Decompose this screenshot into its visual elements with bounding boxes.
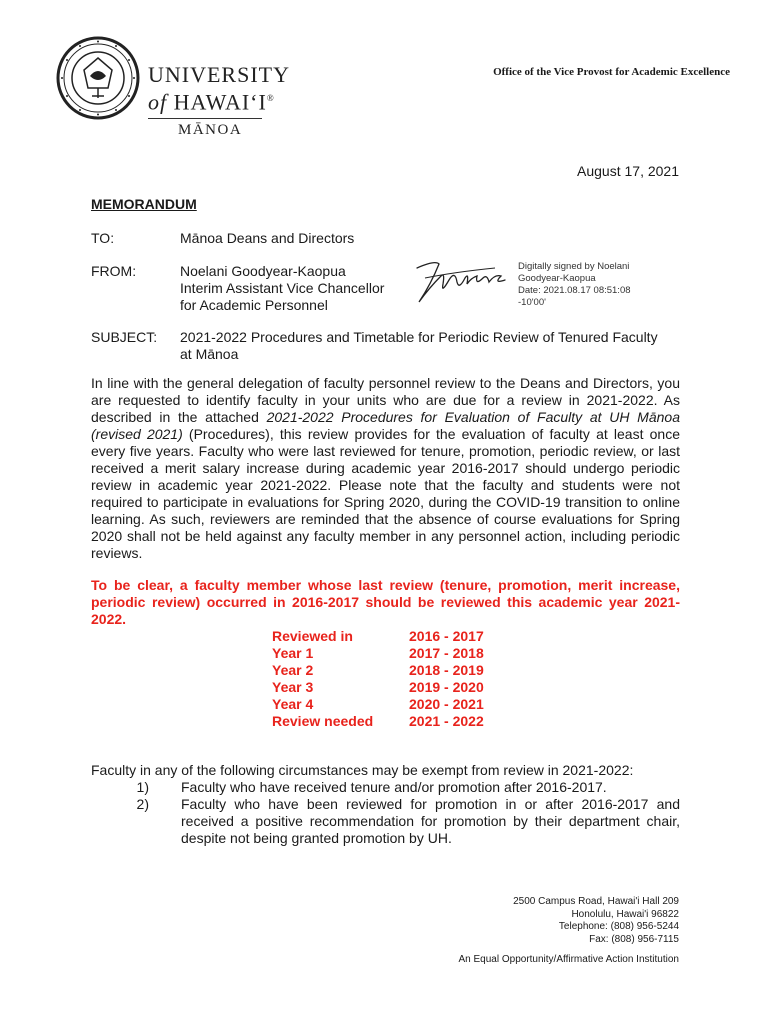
wordmark-divider bbox=[148, 118, 262, 119]
schedule-years: 2017 - 2018 bbox=[409, 645, 484, 661]
schedule-row bbox=[272, 679, 484, 696]
schedule-row bbox=[272, 645, 484, 662]
signature-line: -10'00' bbox=[518, 297, 546, 308]
address-line: Fax: (808) 956-7115 bbox=[589, 933, 679, 945]
exemption-text: Faculty who have been reviewed for promotion in or after 2016-2017 and received a positive recommendation for promotion by their department chair, despite not being granted promotion by UH. bbox=[181, 796, 680, 846]
schedule-label: Year 3 bbox=[272, 679, 314, 695]
schedule-years: 2019 - 2020 bbox=[409, 679, 484, 695]
exemption-item bbox=[91, 779, 680, 796]
procedures-title: 2021-2022 Procedures for Evaluation of Faculty at UH Mānoa (revised 2021) bbox=[91, 409, 680, 442]
handwritten-signature-icon bbox=[405, 254, 515, 310]
exemptions-section bbox=[91, 762, 680, 847]
signature-line: Digitally signed by Noelani bbox=[518, 261, 630, 272]
schedule-label: Year 4 bbox=[272, 696, 314, 712]
subject-line: at Mānoa bbox=[180, 346, 239, 362]
schedule-row bbox=[272, 628, 484, 645]
schedule-row bbox=[272, 662, 484, 679]
exemption-number: 1) bbox=[136, 779, 149, 795]
body-paragraph bbox=[91, 375, 680, 562]
office-address bbox=[513, 896, 679, 946]
from-value bbox=[180, 263, 384, 314]
schedule-years: 2016 - 2017 bbox=[409, 628, 484, 644]
signature-line: Date: 2021.08.17 08:51:08 bbox=[518, 285, 631, 296]
signature-line: Goodyear-Kaopua bbox=[518, 273, 596, 284]
schedule-label: Review needed bbox=[272, 713, 374, 729]
wordmark-line2 bbox=[148, 86, 290, 114]
university-seal-icon bbox=[56, 36, 140, 120]
from-line: for Academic Personnel bbox=[180, 297, 328, 313]
office-name: Office of the Vice Provost for Academic Excellence bbox=[493, 66, 730, 78]
schedule-label: Year 1 bbox=[272, 645, 314, 661]
address-line: 2500 Campus Road, Hawai'i Hall 209 bbox=[513, 896, 679, 907]
highlight-notice: To be clear, a faculty member whose last review (tenure, promotion, merit increase, periodic review) occurred in 2016-2017 should be reviewed this academic year 2021-2022. bbox=[91, 577, 680, 627]
memo-title: MEMORANDUM bbox=[91, 196, 197, 212]
wordmark-line1: UNIVERSITY bbox=[148, 62, 290, 87]
memo-date: August 17, 2021 bbox=[577, 163, 679, 179]
university-wordmark bbox=[148, 64, 290, 139]
review-schedule-table bbox=[272, 628, 484, 730]
schedule-years: 2021 - 2022 bbox=[409, 713, 484, 729]
wordmark-of: of bbox=[148, 89, 168, 115]
schedule-row bbox=[272, 696, 484, 713]
body-text-a: In line with the general delegation of faculty personnel review to the Deans and Directors, you are requested to identify faculty in your units who are due for a review in 2021-2022. As described in the attached bbox=[91, 375, 680, 425]
digital-signature-text bbox=[518, 261, 631, 309]
address-line: Honolulu, Hawai'i 96822 bbox=[571, 908, 679, 920]
exemption-text: Faculty who have received tenure and/or promotion after 2016-2017. bbox=[181, 779, 607, 795]
address-line: Telephone: (808) 956-5244 bbox=[558, 921, 679, 932]
schedule-row bbox=[272, 713, 484, 730]
to-value: Mānoa Deans and Directors bbox=[180, 230, 355, 246]
schedule-years: 2020 - 2021 bbox=[409, 696, 484, 712]
body-text-b: (Procedures), this review provides for the evaluation of faculty at least once every five years. Faculty who were last reviewed for tenure, promotion, periodic review, or last received a merit salary increase during academic year 2016-2017 should undergo periodic review in academic year 2021-2022. Please note that the faculty and students were not required to participate in evaluations for Spring 2020, during the COVID-19 transition to online learning. As such, reviewers are reminded that the absence of course evaluations for Spring 2020 shall not be held against any faculty member in any personnel action, including periodic reviews. bbox=[91, 426, 680, 561]
eeo-statement: An Equal Opportunity/Affirmative Action Institution bbox=[458, 954, 679, 965]
wordmark-line3: MĀNOA bbox=[178, 122, 243, 139]
exemption-number: 2) bbox=[136, 796, 149, 812]
schedule-label: Reviewed in bbox=[272, 628, 353, 644]
from-line: Noelani Goodyear-Kaopua bbox=[180, 263, 346, 279]
subject-value bbox=[180, 329, 658, 363]
from-label: FROM: bbox=[91, 263, 137, 279]
schedule-years: 2018 - 2019 bbox=[409, 662, 484, 678]
wordmark-hawaii: HAWAIʻI bbox=[173, 89, 267, 115]
registered-mark: ® bbox=[266, 93, 275, 103]
exemption-item bbox=[91, 796, 680, 847]
schedule-label: Year 2 bbox=[272, 662, 314, 678]
exemptions-intro: Faculty in any of the following circumstances may be exempt from review in 2021-2022: bbox=[91, 762, 634, 778]
subject-line: 2021-2022 Procedures and Timetable for Periodic Review of Tenured Faculty bbox=[180, 329, 658, 345]
from-line: Interim Assistant Vice Chancellor bbox=[180, 280, 385, 296]
to-label: TO: bbox=[91, 230, 115, 246]
subject-label: SUBJECT: bbox=[91, 329, 158, 345]
